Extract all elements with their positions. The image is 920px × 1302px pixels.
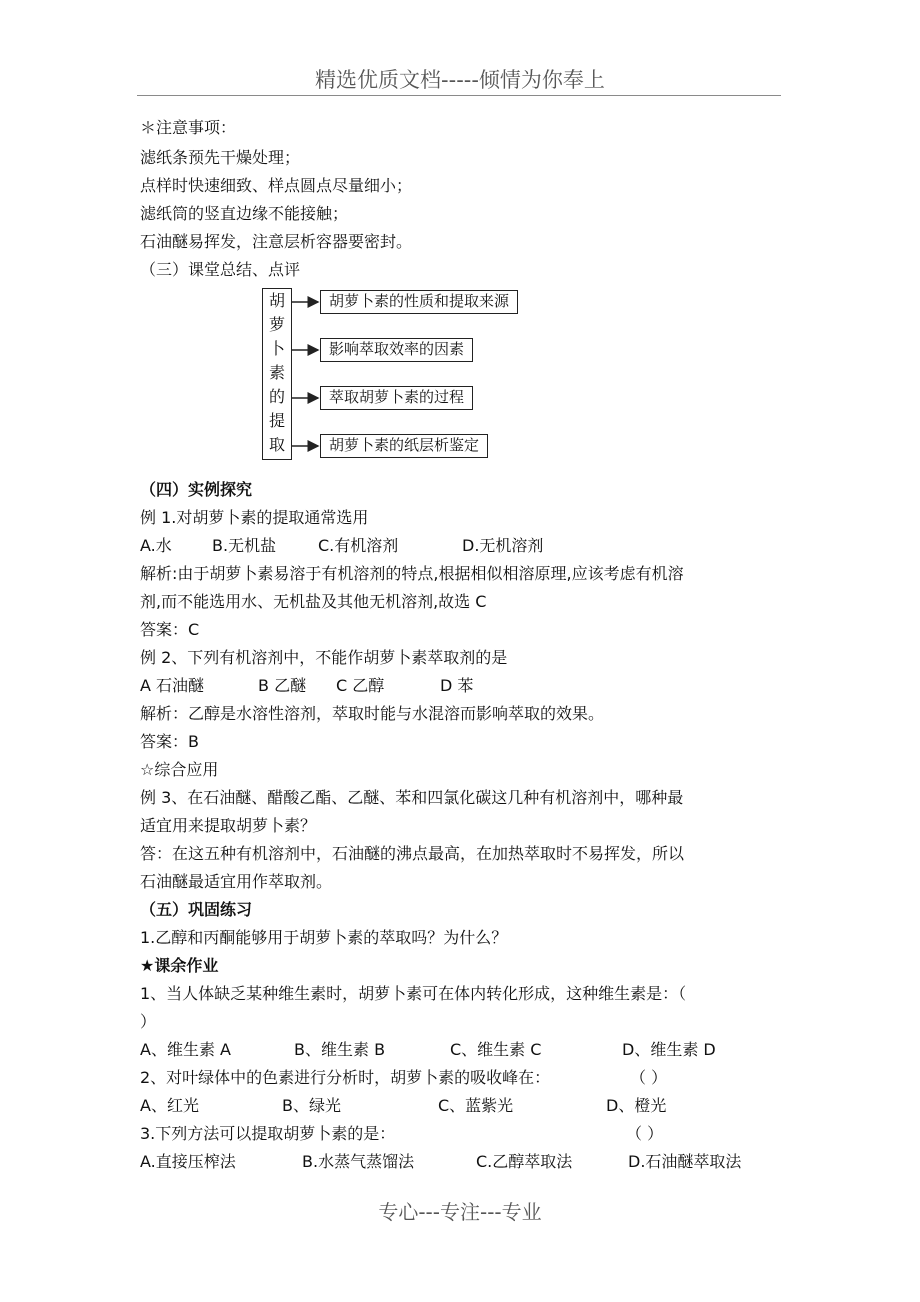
practice-question: 1.乙醇和丙酮能够用于胡萝卜素的萃取吗？为什么？ bbox=[140, 928, 508, 947]
diagram-branch-box: 影响萃取效率的因素 bbox=[320, 338, 473, 362]
example-1-answer: 答案：C bbox=[140, 620, 200, 639]
example-3-answer: 答：在这五种有机溶剂中，石油醚的沸点最高，在加热萃取时不易挥发，所以 bbox=[140, 844, 685, 863]
example-3-question: 例 3、在石油醚、醋酸乙酯、乙醚、苯和四氯化碳这几种有机溶剂中，哪种最 bbox=[140, 788, 684, 807]
example-2-question: 例 2、下列有机溶剂中，不能作胡萝卜素萃取剂的是 bbox=[140, 648, 508, 667]
diagram-root-char: 卜 bbox=[268, 339, 285, 358]
diagram-branch-box: 胡萝卜素的性质和提取来源 bbox=[320, 290, 518, 314]
homework-title: ★课余作业 bbox=[140, 956, 219, 975]
homework-q3-paren: （ ） bbox=[626, 1124, 664, 1143]
diagram-root-char: 的 bbox=[268, 387, 285, 406]
homework-q1-option: B、维生素 B bbox=[294, 1040, 386, 1059]
diagram-root-char: 胡 bbox=[268, 291, 285, 310]
diagram-root-char: 萝 bbox=[268, 315, 285, 334]
diagram-root-char: 取 bbox=[268, 435, 285, 454]
page-footer: 专心---专注---专业 bbox=[378, 1200, 542, 1224]
example-1-analysis: 解析:由于胡萝卜素易溶于有机溶剂的特点,根据相似相溶原理,应该考虑有机溶 bbox=[140, 564, 684, 583]
homework-q1-option: D、维生素 D bbox=[622, 1040, 716, 1059]
homework-q2: 2、对叶绿体中的色素进行分析时，胡萝卜素的吸收峰在： bbox=[140, 1068, 551, 1087]
note-item: 滤纸条预先干燥处理； bbox=[140, 148, 301, 167]
homework-q1-option: A、维生素 A bbox=[140, 1040, 231, 1059]
comprehensive-title: ☆综合应用 bbox=[140, 760, 219, 779]
homework-q3-option: A.直接压榨法 bbox=[140, 1152, 236, 1171]
homework-q1: ） bbox=[140, 1012, 157, 1031]
example-1-option: A.水 bbox=[140, 536, 172, 555]
homework-q2-option: D、橙光 bbox=[606, 1096, 667, 1115]
example-2-option: D 苯 bbox=[440, 676, 474, 695]
example-2-option: C 乙醇 bbox=[336, 676, 385, 695]
homework-q2-paren: （ ） bbox=[630, 1068, 668, 1087]
diagram-branch-box: 胡萝卜素的纸层析鉴定 bbox=[320, 434, 488, 458]
example-3-answer: 石油醚最适宜用作萃取剂。 bbox=[140, 872, 333, 891]
example-1-analysis: 剂,而不能选用水、无机盐及其他无机溶剂,故选 C bbox=[140, 592, 487, 611]
notes-title: ＊注意事项： bbox=[140, 118, 237, 137]
page-header: 精选优质文档-----倾情为你奉上 bbox=[315, 68, 605, 92]
example-1-option: C.有机溶剂 bbox=[318, 536, 399, 555]
example-1-option: B.无机盐 bbox=[212, 536, 277, 555]
diagram-branch-box: 萃取胡萝卜素的过程 bbox=[320, 386, 473, 410]
homework-q2-option: A、红光 bbox=[140, 1096, 199, 1115]
example-2-option: B 乙醚 bbox=[258, 676, 307, 695]
section-3-title: （三）课堂总结、点评 bbox=[140, 260, 301, 279]
homework-q3-option: D.石油醚萃取法 bbox=[628, 1152, 742, 1171]
homework-q1-option: C、维生素 C bbox=[450, 1040, 542, 1059]
homework-q2-option: C、蓝紫光 bbox=[438, 1096, 514, 1115]
homework-q3-option: B.水蒸气蒸馏法 bbox=[302, 1152, 415, 1171]
example-2-answer: 答案：B bbox=[140, 732, 199, 751]
diagram-root-char: 素 bbox=[268, 363, 285, 382]
example-2-option: A 石油醚 bbox=[140, 676, 205, 695]
diagram-root-char: 提 bbox=[268, 411, 285, 430]
example-2-analysis: 解析：乙醇是水溶性溶剂，萃取时能与水混溶而影响萃取的效果。 bbox=[140, 704, 605, 723]
section-4-title: （四）实例探究 bbox=[140, 480, 253, 499]
homework-q3-option: C.乙醇萃取法 bbox=[476, 1152, 573, 1171]
note-item: 石油醚易挥发，注意层析容器要密封。 bbox=[140, 232, 413, 251]
homework-q1: 1、当人体缺乏某种维生素时，胡萝卜素可在体内转化形成，这种维生素是：（ bbox=[140, 984, 687, 1003]
homework-q2-option: B、绿光 bbox=[282, 1096, 341, 1115]
note-item: 滤纸筒的竖直边缘不能接触； bbox=[140, 204, 349, 223]
homework-q3: 3.下列方法可以提取胡萝卜素的是： bbox=[140, 1124, 396, 1143]
example-1-option: D.无机溶剂 bbox=[462, 536, 544, 555]
example-1-question: 例 1.对胡萝卜素的提取通常选用 bbox=[140, 508, 369, 527]
example-3-question: 适宜用来提取胡萝卜素？ bbox=[140, 816, 317, 835]
note-item: 点样时快速细致、样点圆点尽量细小； bbox=[140, 176, 413, 195]
section-5-title: （五）巩固练习 bbox=[140, 900, 253, 919]
